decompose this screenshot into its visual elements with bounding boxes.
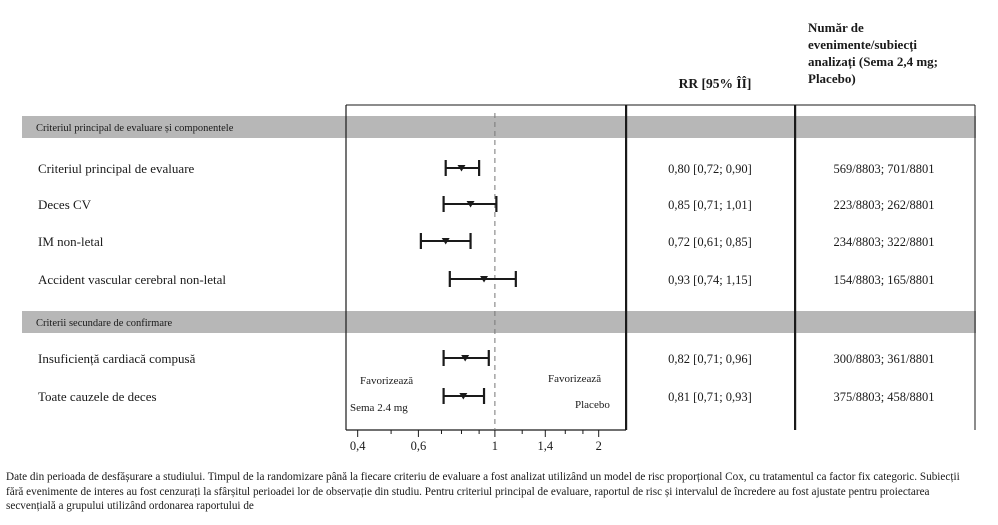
rr-column-header: RR [95% ÎÎ]: [678, 76, 752, 91]
events-value: 300/8803; 361/8801: [833, 352, 935, 366]
footnote: Date din perioada de desfășurare a studiului. Timpul de la randomizare până la fiecare criteriu de evaluare a fost analizat utilizând un model de risc proporțional Cox, cu tratamentul ca factor fix categoric. Subiecții fără evenimente de interes au fost cenzurați la sfârșitul perioadei lor de observație din studiu. Pentru criteriul principal de evaluare, raportul de risc și intervalul de încredere au fost ajustate pentru proiectarea secvențială a grupului utilizând ordonarea raportului de: [6, 471, 960, 513]
events-column-header: Număr de evenimente/subiecți analizați (Sema 2,4 mg; Placebo): [808, 20, 938, 86]
rr-value: 0,82 [0,71; 0,96]: [668, 352, 752, 366]
rr-value: 0,81 [0,71; 0,93]: [668, 390, 752, 404]
section-title: Criteriul principal de evaluare și componentele: [36, 123, 234, 134]
events-value: 569/8803; 701/8801: [833, 162, 935, 176]
row-label: Toate cauzele de deces: [38, 389, 157, 404]
events-value: 154/8803; 165/8801: [833, 273, 935, 287]
forest-rows: [38, 160, 935, 404]
column-divider: [794, 105, 796, 430]
rr-value: 0,85 [0,71; 1,01]: [668, 198, 752, 212]
section-title: Criterii secundare de confirmare: [36, 318, 173, 329]
forest-row: [38, 350, 935, 366]
events-value: 234/8803; 322/8801: [833, 235, 935, 249]
favours-right-label: Placebo: [575, 399, 610, 411]
forest-row: [38, 160, 935, 176]
rr-value: 0,72 [0,61; 0,85]: [668, 235, 752, 249]
row-label: Insuficiență cardiacă compusă: [38, 351, 196, 366]
plot-frame: [346, 105, 975, 430]
forest-row: [38, 196, 935, 212]
forest-row: [38, 388, 935, 404]
rr-value: 0,93 [0,74; 1,15]: [668, 273, 752, 287]
x-axis: [350, 430, 602, 453]
rr-value: 0,80 [0,72; 0,90]: [668, 162, 752, 176]
row-label: Deces CV: [38, 197, 92, 212]
section-bands: [22, 116, 976, 333]
favours-labels: [350, 373, 610, 414]
row-label: IM non-letal: [38, 234, 104, 249]
x-tick-label: 0,4: [349, 439, 366, 453]
events-value: 375/8803; 458/8801: [833, 390, 935, 404]
favours-left-label: Favorizează: [360, 375, 414, 387]
favours-left-label: Sema 2.4 mg: [350, 402, 408, 414]
events-value: 223/8803; 262/8801: [833, 198, 935, 212]
x-tick-label: 2: [595, 439, 602, 453]
column-headers: [679, 20, 938, 91]
row-label: Accident vascular cerebral non-letal: [38, 272, 227, 287]
row-label: Criteriul principal de evaluare: [38, 161, 195, 176]
forest-row: [38, 233, 935, 249]
x-tick-label: 1: [491, 439, 499, 453]
column-divider: [625, 105, 627, 430]
forest-row: [38, 271, 935, 287]
x-tick-label: 1,4: [537, 439, 554, 453]
x-tick-label: 0,6: [410, 439, 427, 453]
favours-right-label: Favorizează: [548, 373, 602, 385]
